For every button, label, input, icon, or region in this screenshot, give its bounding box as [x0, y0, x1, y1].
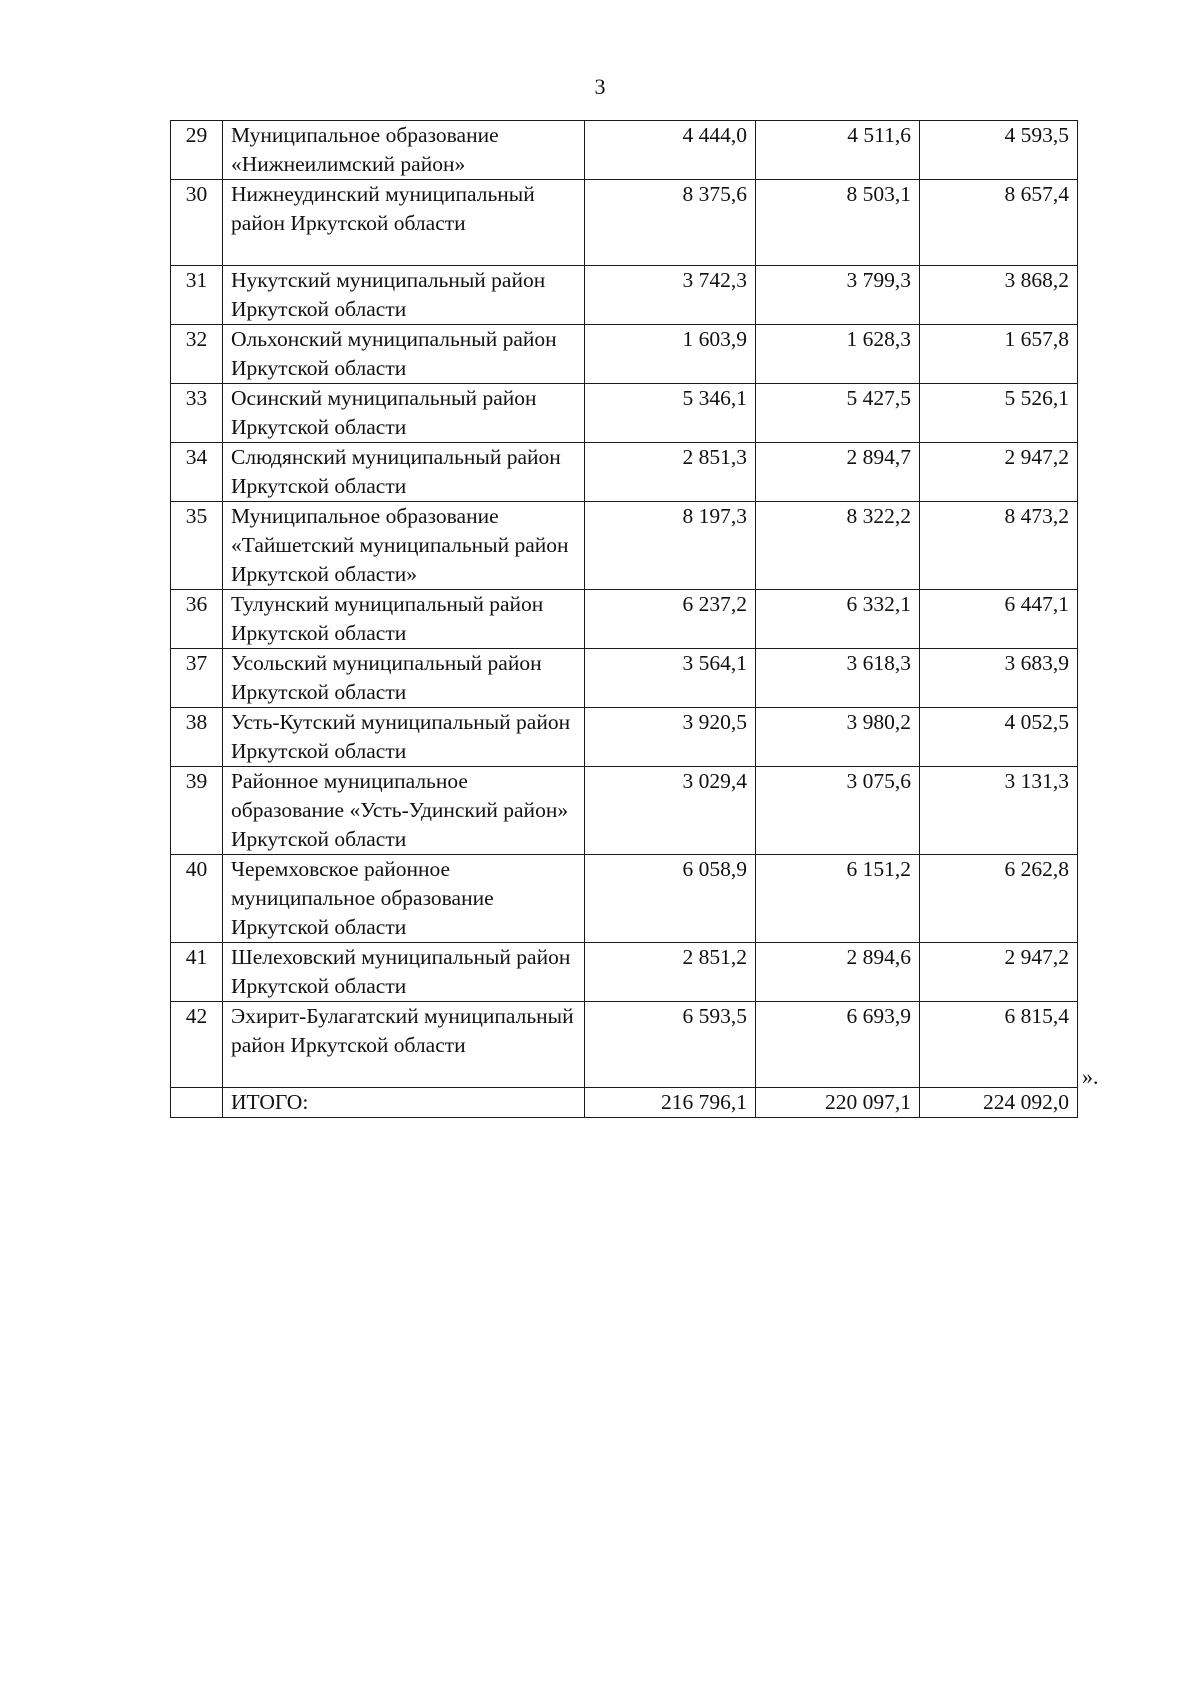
value-col-2: 8 503,1 — [756, 180, 920, 266]
municipality-name: Районное муниципальное образование «Усть-Удинский район» Иркутской области — [223, 767, 585, 855]
value-col-2: 2 894,7 — [756, 443, 920, 502]
table-row — [171, 325, 1078, 384]
value-col-3: 6 262,8 — [920, 855, 1078, 943]
value-col-2: 6 332,1 — [756, 590, 920, 649]
municipality-name: Слюдянский муниципальный район Иркутской области — [223, 443, 585, 502]
value-col-2: 3 980,2 — [756, 708, 920, 767]
value-col-3: 4 052,5 — [920, 708, 1078, 767]
closing-quote-mark: ». — [1082, 1064, 1099, 1089]
row-number: 29 — [171, 121, 223, 180]
municipality-name: Ольхонский муниципальный район Иркутской области — [223, 325, 585, 384]
row-number: 37 — [171, 649, 223, 708]
value-col-3: 8 473,2 — [920, 502, 1078, 590]
municipality-name: Муниципальное образование «Тайшетский муниципальный район Иркутской области» — [223, 502, 585, 590]
table-row — [171, 443, 1078, 502]
row-number: 30 — [171, 180, 223, 266]
value-col-2: 3 799,3 — [756, 266, 920, 325]
value-col-1: 1 603,9 — [585, 325, 756, 384]
value-col-1: 3 029,4 — [585, 767, 756, 855]
municipality-name: Шелеховский муниципальный район Иркутской области — [223, 943, 585, 1002]
value-col-2: 4 511,6 — [756, 121, 920, 180]
total-row-number-empty — [171, 1088, 223, 1118]
value-col-1: 5 346,1 — [585, 384, 756, 443]
value-col-1: 3 564,1 — [585, 649, 756, 708]
table-row — [171, 266, 1078, 325]
value-col-3: 6 815,4 — [920, 1002, 1078, 1088]
value-col-3: 2 947,2 — [920, 443, 1078, 502]
value-col-1: 8 375,6 — [585, 180, 756, 266]
value-col-2: 5 427,5 — [756, 384, 920, 443]
value-col-3: 3 868,2 — [920, 266, 1078, 325]
value-col-3: 5 526,1 — [920, 384, 1078, 443]
budget-table-body — [171, 121, 1078, 1118]
value-col-3: 3 683,9 — [920, 649, 1078, 708]
value-col-1: 3 742,3 — [585, 266, 756, 325]
municipality-name: Муниципальное образование «Нижнеилимский район» — [223, 121, 585, 180]
row-number: 42 — [171, 1002, 223, 1088]
value-col-2: 6 151,2 — [756, 855, 920, 943]
value-col-3: 8 657,4 — [920, 180, 1078, 266]
municipality-name: Тулунский муниципальный район Иркутской области — [223, 590, 585, 649]
municipality-name: Осинский муниципальный район Иркутской области — [223, 384, 585, 443]
row-number: 35 — [171, 502, 223, 590]
table-row — [171, 121, 1078, 180]
budget-table — [170, 120, 1078, 1118]
value-col-1: 6 237,2 — [585, 590, 756, 649]
table-row — [171, 384, 1078, 443]
total-value-col-1: 216 796,1 — [585, 1088, 756, 1118]
municipality-name: Усольский муниципальный район Иркутской области — [223, 649, 585, 708]
value-col-1: 2 851,2 — [585, 943, 756, 1002]
row-number: 41 — [171, 943, 223, 1002]
table-row — [171, 1002, 1078, 1088]
value-col-3: 3 131,3 — [920, 767, 1078, 855]
page-number: 3 — [594, 74, 606, 99]
row-number: 39 — [171, 767, 223, 855]
total-row — [171, 1088, 1078, 1118]
value-col-3: 1 657,8 — [920, 325, 1078, 384]
value-col-1: 2 851,3 — [585, 443, 756, 502]
value-col-2: 6 693,9 — [756, 1002, 920, 1088]
value-col-1: 6 058,9 — [585, 855, 756, 943]
row-number: 31 — [171, 266, 223, 325]
value-col-2: 3 618,3 — [756, 649, 920, 708]
row-number: 40 — [171, 855, 223, 943]
value-col-2: 1 628,3 — [756, 325, 920, 384]
row-number: 32 — [171, 325, 223, 384]
value-col-1: 3 920,5 — [585, 708, 756, 767]
municipality-name: Нижнеудинский муниципальный район Иркутской области — [223, 180, 585, 266]
table-row — [171, 180, 1078, 266]
value-col-2: 3 075,6 — [756, 767, 920, 855]
total-value-col-3: 224 092,0 — [920, 1088, 1078, 1118]
table-row — [171, 649, 1078, 708]
row-number: 36 — [171, 590, 223, 649]
row-number: 33 — [171, 384, 223, 443]
value-col-2: 8 322,2 — [756, 502, 920, 590]
value-col-1: 4 444,0 — [585, 121, 756, 180]
table-row — [171, 590, 1078, 649]
table-row — [171, 708, 1078, 767]
value-col-3: 2 947,2 — [920, 943, 1078, 1002]
table-row — [171, 943, 1078, 1002]
value-col-2: 2 894,6 — [756, 943, 920, 1002]
table-row — [171, 855, 1078, 943]
value-col-1: 8 197,3 — [585, 502, 756, 590]
table-row — [171, 502, 1078, 590]
value-col-1: 6 593,5 — [585, 1002, 756, 1088]
municipality-name: Усть-Кутский муниципальный район Иркутской области — [223, 708, 585, 767]
total-label: ИТОГО: — [223, 1088, 585, 1118]
total-value-col-2: 220 097,1 — [756, 1088, 920, 1118]
municipality-name: Нукутский муниципальный район Иркутской области — [223, 266, 585, 325]
municipality-name: Эхирит-Булагатский муниципальный район Иркутской области — [223, 1002, 585, 1088]
municipality-name: Черемховское районное муниципальное образование Иркутской области — [223, 855, 585, 943]
value-col-3: 4 593,5 — [920, 121, 1078, 180]
table-row — [171, 767, 1078, 855]
value-col-3: 6 447,1 — [920, 590, 1078, 649]
row-number: 38 — [171, 708, 223, 767]
row-number: 34 — [171, 443, 223, 502]
